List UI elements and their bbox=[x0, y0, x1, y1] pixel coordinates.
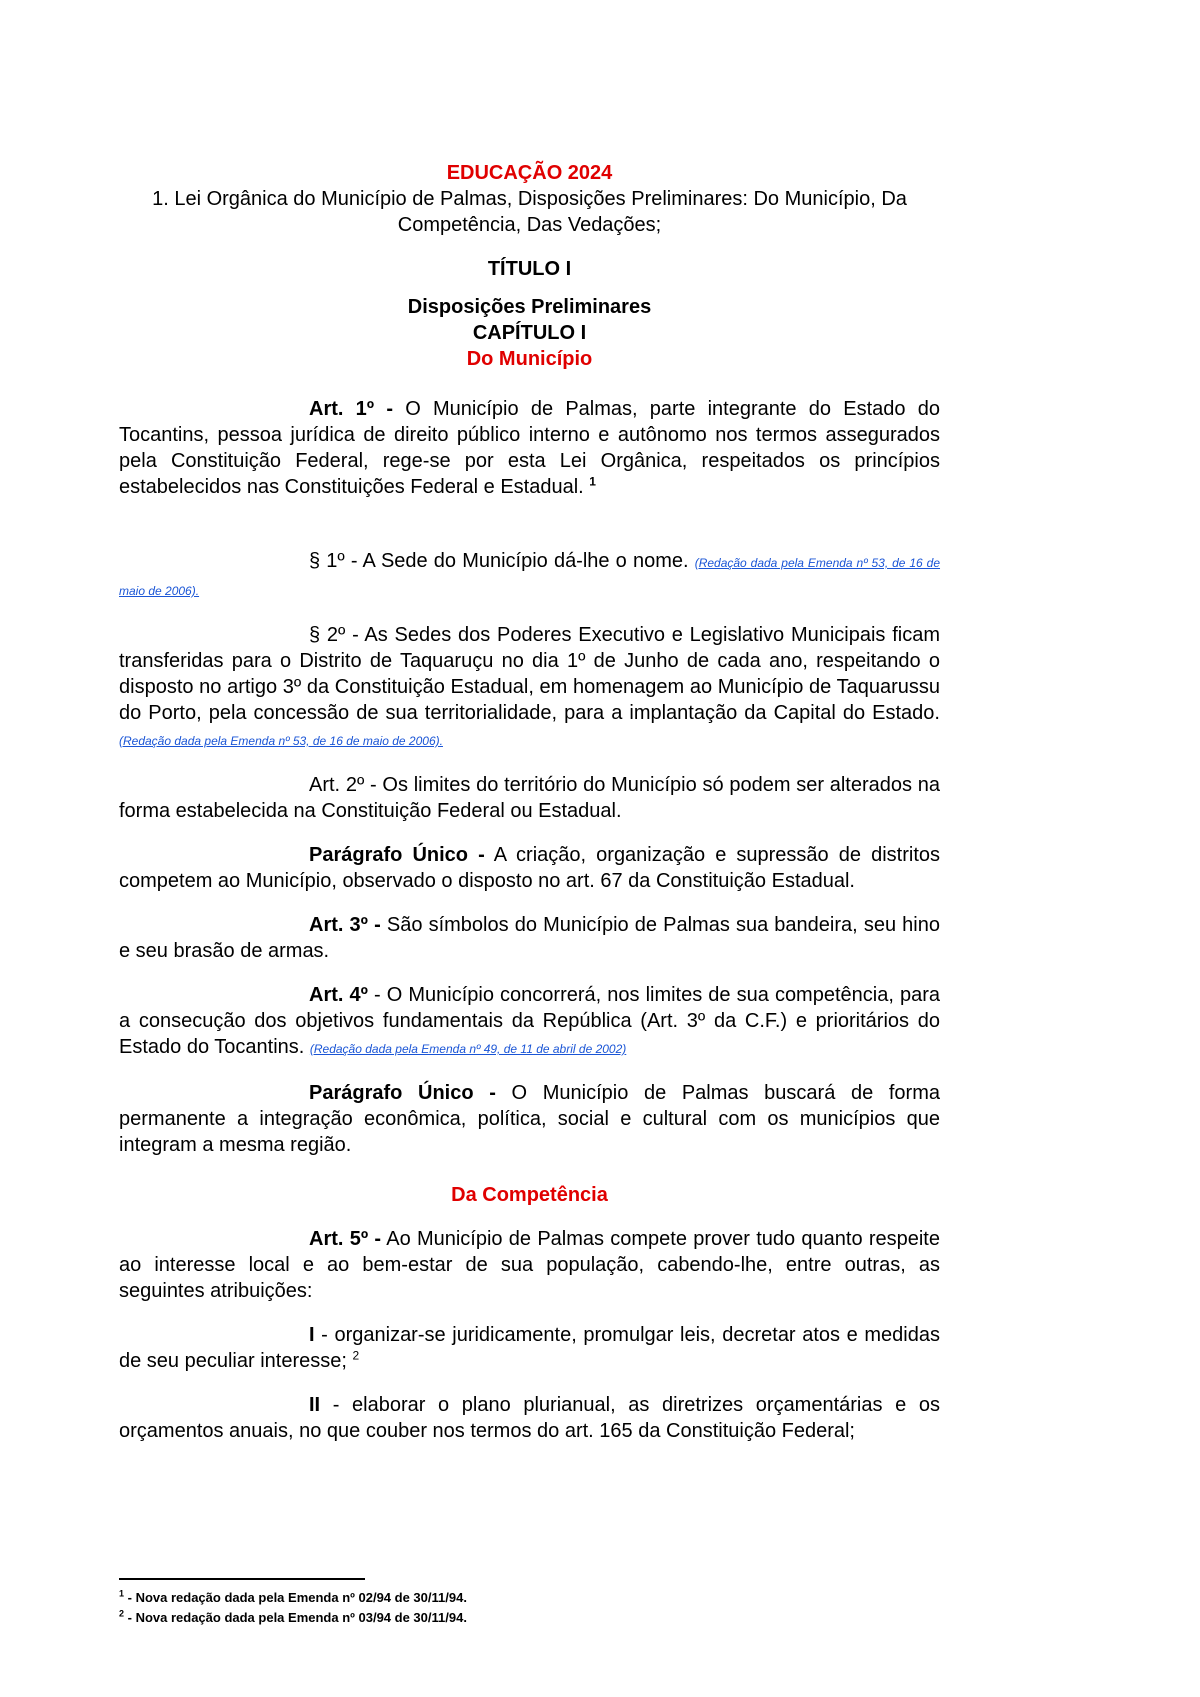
art-4-text: - O Município concorrerá, nos limites de sua competência, para a consecução dos objetivos fundamentais da República (Art. 3º da C.F.) e prioritários do Estado do Tocantins. bbox=[119, 984, 940, 1058]
art-3 bbox=[119, 912, 940, 964]
amendment-link-3[interactable]: (Redação dada pela Emenda nº 49, de 11 de abril de 2002) bbox=[309, 1042, 627, 1056]
art-4-paragrafo-text: O Município de Palmas buscará de forma permanente a integração econômica, política, social e cultural com os municípios que integram a mesma região. bbox=[119, 1082, 940, 1156]
art-1-paragraph-2 bbox=[119, 622, 940, 754]
footnote-1 bbox=[119, 1588, 940, 1608]
inciso-2-text: - elaborar o plano plurianual, as diretrizes orçamentárias e os orçamentos anuais, no que couber nos termos do art. 165 da Constituição Federal; bbox=[119, 1394, 940, 1442]
art-4 bbox=[119, 982, 940, 1062]
art-5-label: Art. 5º - bbox=[309, 1228, 382, 1250]
art-2-paragrafo-label: Parágrafo Único - bbox=[309, 844, 485, 866]
inciso-1 bbox=[119, 1322, 940, 1374]
art-2-paragrafo-unico bbox=[119, 842, 940, 894]
do-municipio-heading: Do Município bbox=[466, 348, 593, 370]
inciso-2-label: II bbox=[309, 1394, 321, 1416]
art-1-paragraph-1 bbox=[119, 548, 940, 604]
footnote-ref-2[interactable]: 2 bbox=[352, 1348, 360, 1363]
footnote-2 bbox=[119, 1608, 940, 1628]
footnote-2-text: - Nova redação dada pela Emenda nº 03/94 de 30/11/94. bbox=[124, 1610, 467, 1625]
document-body bbox=[119, 160, 940, 1444]
footnote-ref-1[interactable]: 1 bbox=[589, 474, 596, 489]
footnote-divider bbox=[119, 1578, 365, 1580]
da-competencia-heading: Da Competência bbox=[451, 1184, 608, 1206]
art-4-paragrafo-label: Parágrafo Único - bbox=[309, 1082, 496, 1104]
art-5 bbox=[119, 1226, 940, 1304]
art-1-label: Art. 1º - bbox=[309, 398, 393, 420]
capitulo-heading: CAPÍTULO I bbox=[472, 322, 587, 344]
art-1-text: O Município de Palmas, parte integrante do Estado do Tocantins, pessoa jurídica de direito público interno e autônomo nos termos assegurados pela Constituição Federal, rege-se por esta Lei Orgânica, respeitados os princípios estabelecidos nas Constituições Federal e Estadual. bbox=[119, 398, 940, 498]
footnote-1-text: - Nova redação dada pela Emenda nº 02/94 de 30/11/94. bbox=[124, 1590, 467, 1605]
art-4-label: Art. 4º bbox=[309, 984, 368, 1006]
art-2-paragrafo-text: A criação, organização e supressão de distritos competem ao Município, observado o disposto no art. 67 da Constituição Estadual. bbox=[119, 844, 940, 892]
art-3-text: São símbolos do Município de Palmas sua bandeira, seu hino e seu brasão de armas. bbox=[119, 914, 940, 962]
art-5-text: Ao Município de Palmas compete prover tudo quanto respeite ao interesse local e ao bem-estar de sua população, cabendo-lhe, entre outras, as seguintes atribuições: bbox=[119, 1228, 940, 1302]
paragraph-2-text: § 2º - As Sedes dos Poderes Executivo e Legislativo Municipais ficam transferidas para o Distrito de Taquaruçu no dia 1º de Junho de cada ano, respeitando o disposto no artigo 3º da Constituição Estadual, em homenagem ao Município de Taquarussu do Porto, pela concessão de sua territorialidade, para a implantação da Capital do Estado. bbox=[119, 624, 940, 724]
inciso-2 bbox=[119, 1392, 940, 1444]
titulo-heading: TÍTULO I bbox=[487, 258, 572, 280]
art-4-paragrafo-unico bbox=[119, 1080, 940, 1158]
footnotes-section bbox=[119, 1578, 940, 1628]
footnote-1-number: 1 bbox=[119, 1588, 125, 1599]
paragraph-1-text: § 1º - A Sede do Município dá-lhe o nome. bbox=[309, 550, 695, 572]
disposicoes-heading: Disposições Preliminares bbox=[407, 296, 652, 318]
amendment-link-1[interactable]: (Redação dada pela Emenda nº 53, de 16 de maio de 2006). bbox=[119, 556, 941, 598]
inciso-1-text: - organizar-se juridicamente, promulgar leis, decretar atos e medidas de seu peculiar interesse; bbox=[119, 1324, 940, 1372]
art-2: Art. 2º - Os limites do território do Município só podem ser alterados na forma estabelecida na Constituição Federal ou Estadual. bbox=[119, 774, 940, 822]
art-3-label: Art. 3º - bbox=[309, 914, 381, 936]
footnote-2-number: 2 bbox=[119, 1608, 125, 1619]
inciso-1-label: I bbox=[309, 1324, 315, 1346]
document-subtitle: 1. Lei Orgânica do Município de Palmas, Disposições Preliminares: Do Município, Da Competência, Das Vedações; bbox=[152, 188, 907, 236]
document-title: EDUCAÇÃO 2024 bbox=[446, 162, 613, 184]
art-1 bbox=[119, 396, 940, 500]
amendment-link-2[interactable]: (Redação dada pela Emenda nº 53, de 16 de maio de 2006). bbox=[119, 734, 443, 748]
